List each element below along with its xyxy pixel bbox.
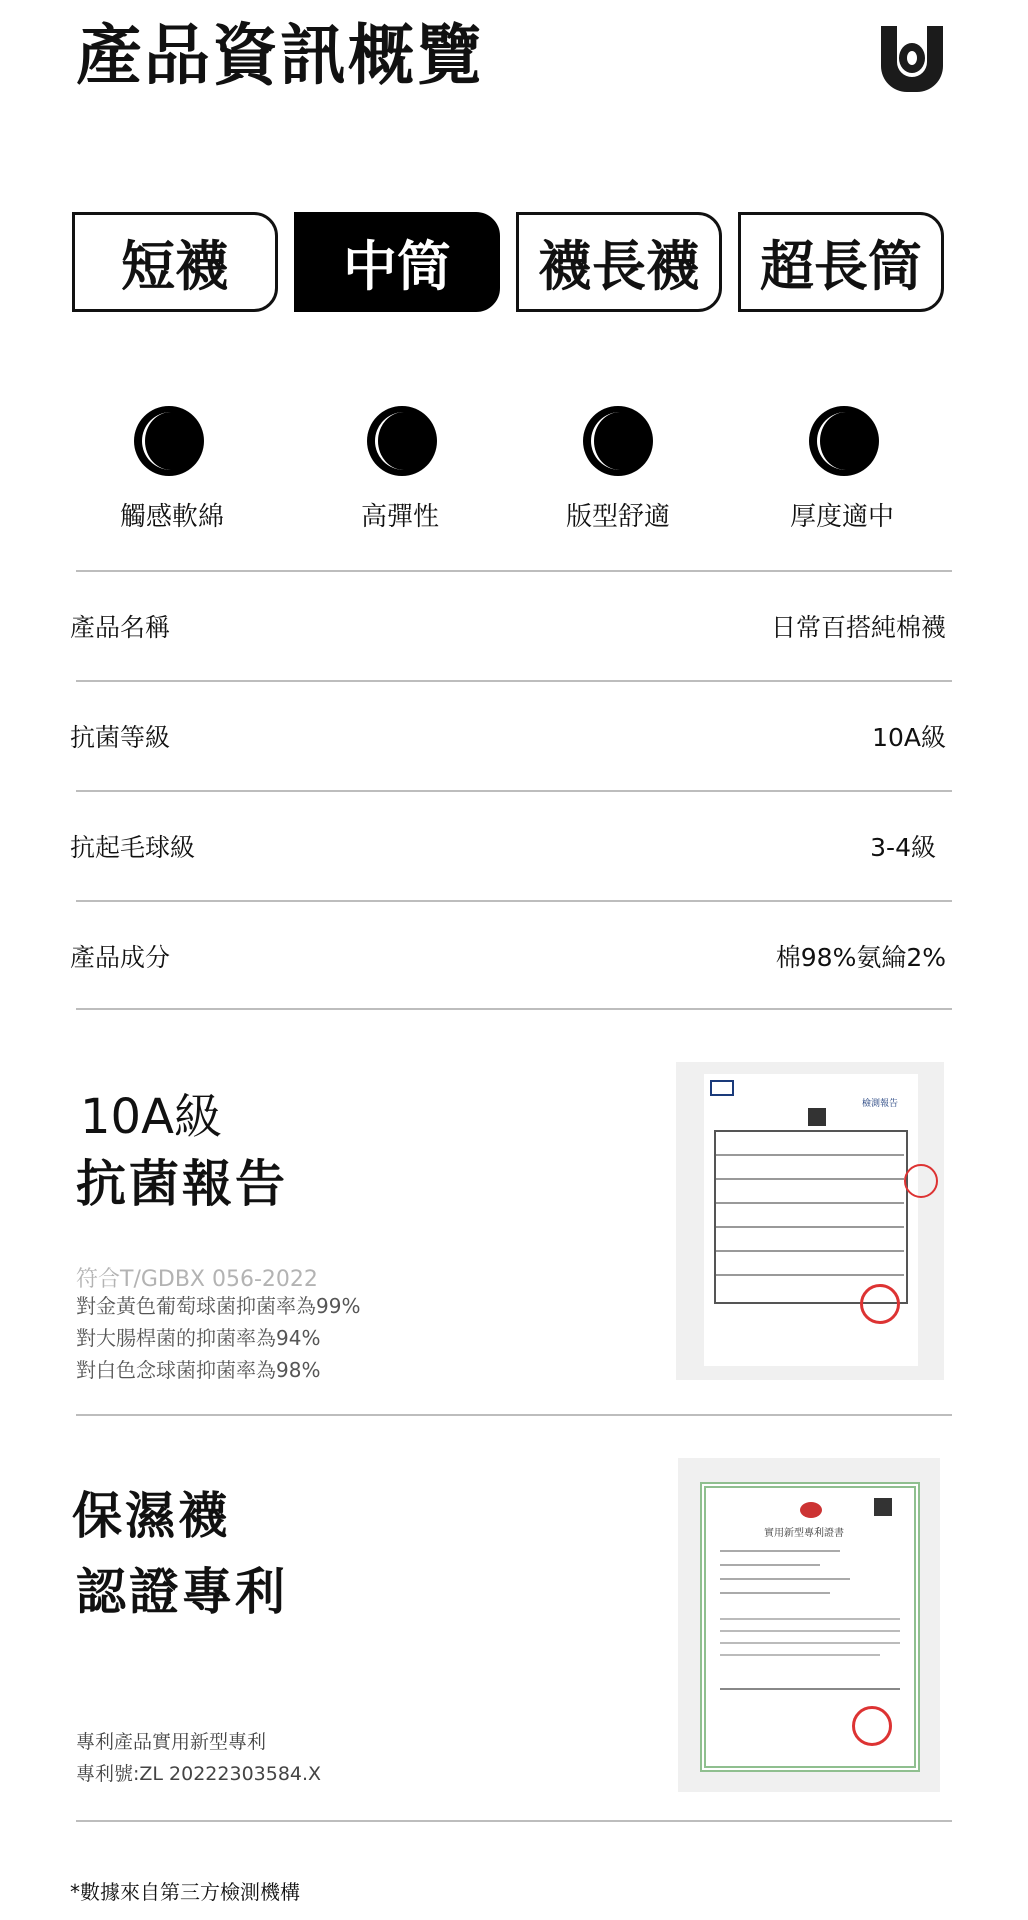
certificate-text-line bbox=[720, 1654, 880, 1656]
report-paper bbox=[704, 1074, 918, 1366]
certificate-text-line bbox=[720, 1642, 900, 1644]
certificate-text-line bbox=[720, 1688, 900, 1690]
patent-number: 專利號:ZL 20222303584.X bbox=[76, 1763, 322, 1785]
page-title: 產品資訊概覽 bbox=[76, 17, 484, 94]
red-seal-icon bbox=[852, 1706, 892, 1746]
antibacterial-rate: 對金黃色葡萄球菌抑菌率為99% bbox=[76, 1294, 361, 1318]
certificate-text-line bbox=[720, 1564, 820, 1566]
divider bbox=[76, 1414, 952, 1416]
test-standard: 符合T/GDBX 056-2022 bbox=[76, 1267, 318, 1292]
feature-label: 版型舒適 bbox=[565, 502, 670, 532]
tab-label: 中筒 bbox=[343, 234, 451, 298]
patent-description: 專利產品實用新型專利 bbox=[76, 1731, 267, 1753]
patent-certificate-image bbox=[678, 1458, 940, 1792]
tab-extra-long[interactable] bbox=[738, 212, 944, 312]
red-seal-icon bbox=[860, 1284, 900, 1324]
feature-label: 高彈性 bbox=[360, 502, 439, 532]
tab-label: 短襪 bbox=[121, 234, 229, 298]
certificate-text-line bbox=[720, 1630, 900, 1632]
spec-value: 3-4級 bbox=[870, 833, 936, 862]
divider bbox=[76, 570, 952, 572]
report-title: 檢測報告 bbox=[862, 1099, 899, 1109]
divider bbox=[76, 790, 952, 792]
divider bbox=[76, 1008, 952, 1010]
cnipa-emblem-icon bbox=[800, 1502, 822, 1518]
report-row-line bbox=[716, 1202, 904, 1204]
report-table bbox=[714, 1130, 908, 1304]
qr-code-icon bbox=[874, 1498, 892, 1516]
antibacterial-title: 抗菌報告 bbox=[76, 1155, 288, 1213]
patent-title: 保濕襪 bbox=[72, 1487, 231, 1545]
tab-long-socks[interactable] bbox=[516, 212, 722, 312]
feature-circle-icon bbox=[583, 406, 653, 476]
antibacterial-grade: 10A級 bbox=[80, 1089, 222, 1145]
report-row-line bbox=[716, 1226, 904, 1228]
tab-label: 超長筒 bbox=[760, 234, 922, 298]
certificate-title: 實用新型專利證書 bbox=[764, 1528, 844, 1539]
certificate-text-line bbox=[720, 1550, 840, 1552]
divider bbox=[76, 900, 952, 902]
tab-short-socks[interactable] bbox=[72, 212, 278, 312]
certificate-text-line bbox=[720, 1618, 900, 1620]
divider bbox=[76, 680, 952, 682]
report-logo-icon bbox=[710, 1080, 734, 1096]
report-row-line bbox=[716, 1154, 904, 1156]
certificate-text-line bbox=[720, 1592, 830, 1594]
report-row-line bbox=[716, 1250, 904, 1252]
red-seal-icon bbox=[904, 1164, 938, 1198]
spec-label: 抗起毛球級 bbox=[70, 833, 196, 862]
spec-label: 產品名稱 bbox=[70, 613, 171, 642]
spec-label: 產品成分 bbox=[70, 943, 171, 972]
report-row-line bbox=[716, 1178, 904, 1180]
certificate-text-line bbox=[720, 1578, 850, 1580]
brand-logo bbox=[877, 22, 947, 92]
footnote: *數據來自第三方檢測機構 bbox=[70, 1880, 300, 1904]
spec-value: 日常百搭純棉襪 bbox=[770, 613, 946, 642]
tab-mid-calf[interactable] bbox=[294, 212, 500, 312]
test-report-image bbox=[676, 1062, 944, 1380]
antibacterial-rate: 對大腸桿菌的抑菌率為94% bbox=[76, 1326, 321, 1350]
feature-circle-icon bbox=[809, 406, 879, 476]
feature-label: 觸感軟綿 bbox=[119, 502, 224, 532]
feature-label: 厚度適中 bbox=[789, 502, 894, 532]
divider bbox=[76, 1820, 952, 1822]
spec-value: 棉98%氨綸2% bbox=[775, 943, 946, 972]
antibacterial-rate: 對白色念球菌抑菌率為98% bbox=[76, 1358, 321, 1382]
patent-subtitle: 認證專利 bbox=[76, 1563, 288, 1621]
report-row-line bbox=[716, 1274, 904, 1276]
spec-label: 抗菌等級 bbox=[70, 723, 171, 752]
certificate-paper bbox=[700, 1482, 920, 1772]
spec-value: 10A級 bbox=[872, 723, 946, 752]
tab-label: 襪長襪 bbox=[538, 234, 700, 298]
feature-circle-icon bbox=[367, 406, 437, 476]
feature-circle-icon bbox=[134, 406, 204, 476]
qr-code-icon bbox=[808, 1108, 826, 1126]
